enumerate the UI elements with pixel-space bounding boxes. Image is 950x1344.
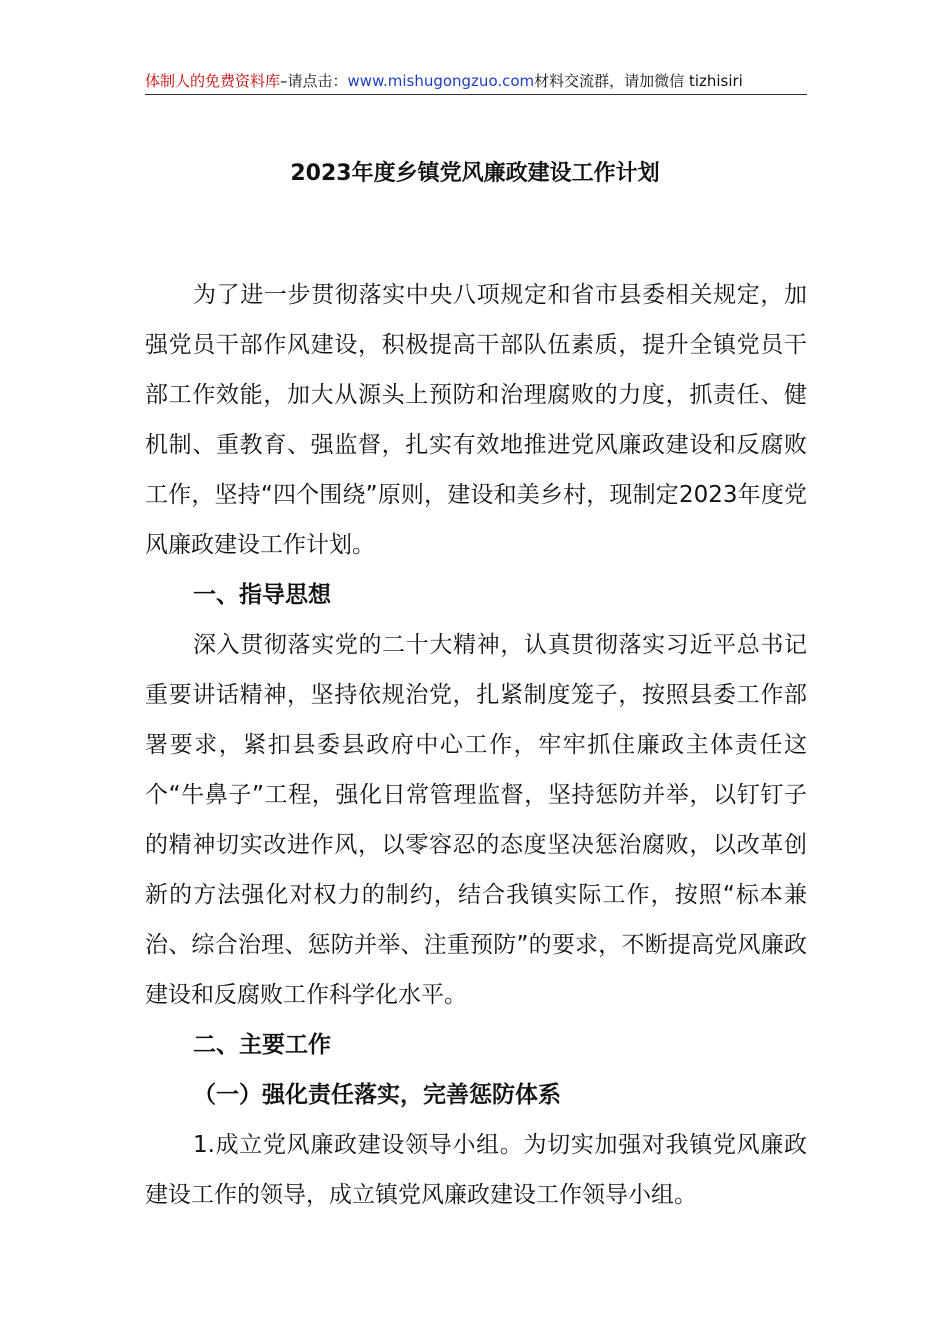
header-url-link[interactable]: www.mishugongzuo.com — [347, 72, 535, 90]
document-title: 2023年度乡镇党风廉政建设工作计划 — [290, 161, 660, 186]
header-prompt: –请点击： — [280, 72, 348, 90]
intro-paragraph: 为了进一步贯彻落实中央八项规定和省市县委相关规定，加强党员干部作风建设，积极提高干部队伍素质，提升全镇党员干部工作效能，加大从源头上预防和治理腐败的力度，抓责任、健机制、重教育、强监督，扎实有效地推进党风廉政建设和反腐败工作，坚持“四个围绕”原则，建设和美乡村，现制定2023年度党风廉政建设工作计划。 — [145, 282, 807, 558]
section1-heading: 一、指导思想 — [193, 582, 331, 608]
item1-paragraph: 1.成立党风廉政建设领导小组。为切实加强对我镇党风廉政建设工作的领导，成立镇党风廉政建设工作领导小组。 — [145, 1132, 807, 1208]
header-contact: 材料交流群，请加微信 tizhisiri — [534, 72, 743, 90]
header-brand: 体制人的免费资料库 — [145, 72, 281, 90]
section2-heading: 二、主要工作 — [193, 1032, 331, 1058]
section1-paragraph: 深入贯彻落实党的二十大精神，认真贯彻落实习近平总书记重要讲话精神，坚持依规治党，扎紧制度笼子，按照县委工作部署要求，紧扣县委县政府中心工作，牢牢抓住廉政主体责任这个“牛鼻子”工程，强化日常管理监督，坚持惩防并举，以钉钉子的精神切实改进作风，以零容忍的态度坚决惩治腐败，以改革创新的方法强化对权力的制约，结合我镇实际工作，按照“标本兼治、综合治理、惩防并举、注重预防”的要求，不断提高党风廉政建设和反腐败工作科学化水平。 — [145, 632, 807, 1008]
page-header — [145, 68, 807, 95]
document-body — [145, 270, 807, 1220]
subsection1-heading: （一）强化责任落实，完善惩防体系 — [193, 1082, 561, 1108]
